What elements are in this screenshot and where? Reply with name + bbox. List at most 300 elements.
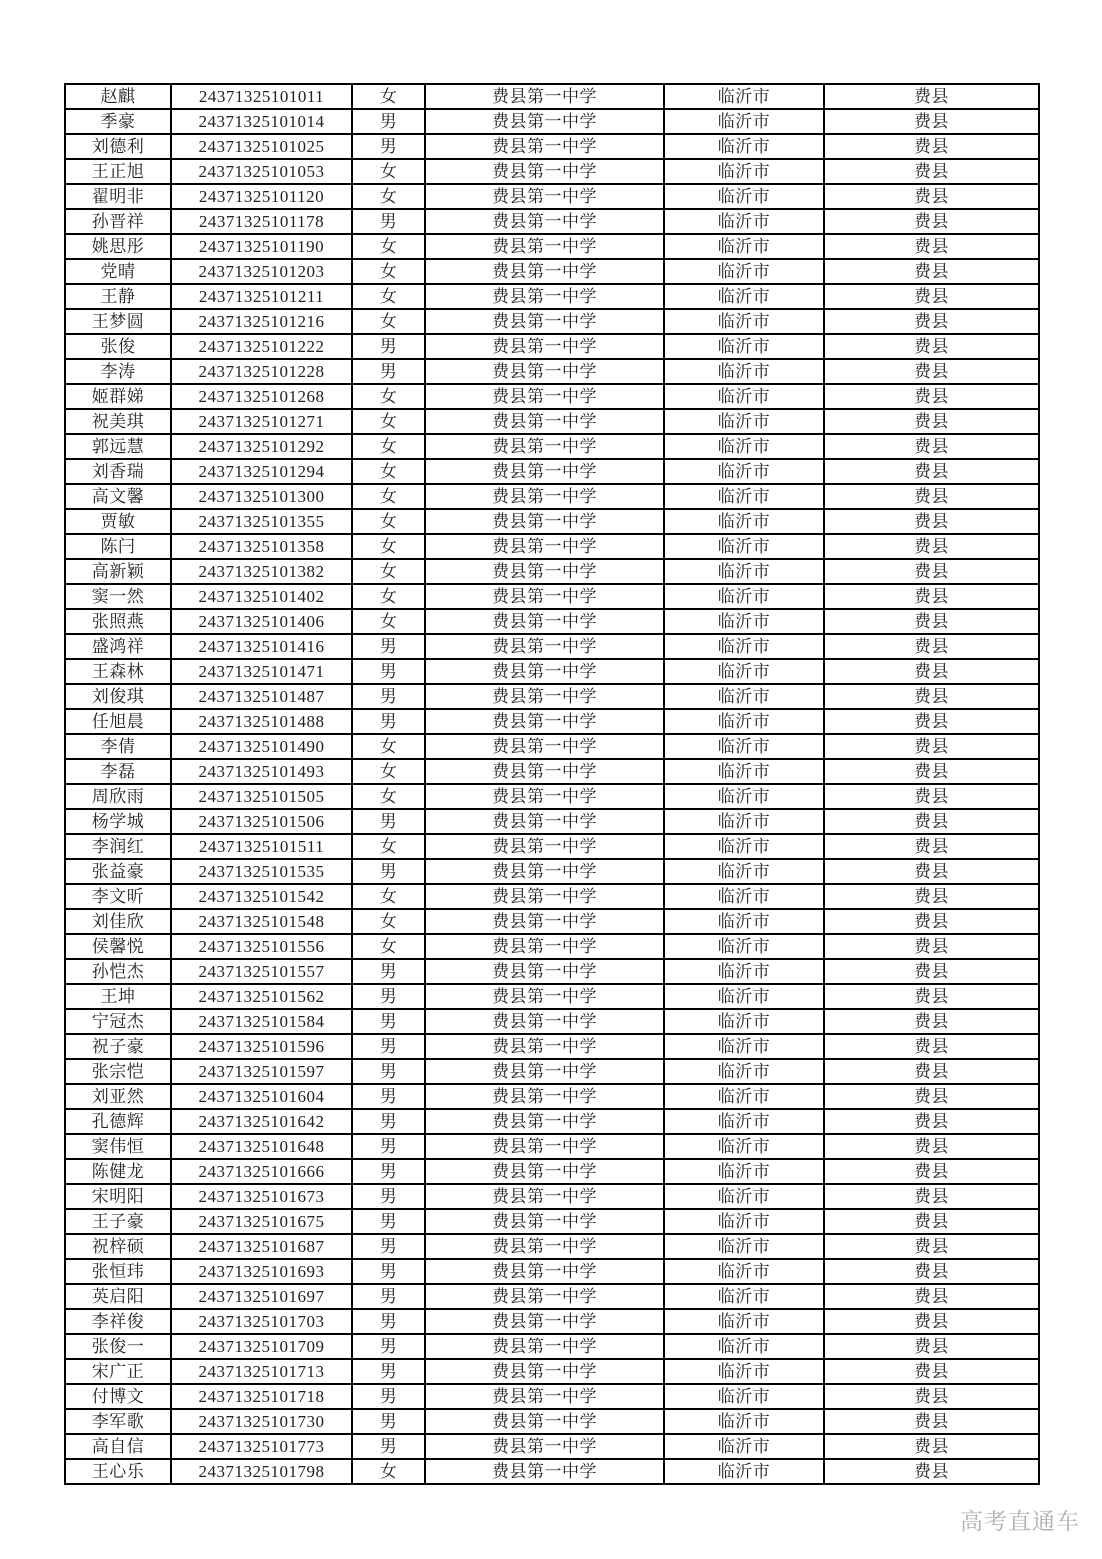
city-cell: 临沂市 [664, 134, 824, 159]
county-cell: 费县 [824, 484, 1039, 509]
exam-id-cell: 24371325101506 [171, 809, 352, 834]
county-cell: 费县 [824, 659, 1039, 684]
gender-cell: 女 [352, 409, 425, 434]
school-cell: 费县第一中学 [425, 1034, 664, 1059]
exam-id-cell: 24371325101490 [171, 734, 352, 759]
student-name-cell: 宋明阳 [65, 1184, 171, 1209]
table-row [65, 634, 1039, 659]
table-row [65, 1284, 1039, 1309]
table-row [65, 359, 1039, 384]
county-cell: 费县 [824, 1359, 1039, 1384]
exam-id-cell: 24371325101505 [171, 784, 352, 809]
county-cell: 费县 [824, 959, 1039, 984]
exam-id-cell: 24371325101025 [171, 134, 352, 159]
gender-cell: 男 [352, 1309, 425, 1334]
city-cell: 临沂市 [664, 634, 824, 659]
exam-id-cell: 24371325101604 [171, 1084, 352, 1109]
city-cell: 临沂市 [664, 1409, 824, 1434]
school-cell: 费县第一中学 [425, 1134, 664, 1159]
student-name-cell: 王森林 [65, 659, 171, 684]
school-cell: 费县第一中学 [425, 284, 664, 309]
county-cell: 费县 [824, 259, 1039, 284]
table-row [65, 959, 1039, 984]
gender-cell: 男 [352, 1009, 425, 1034]
city-cell: 临沂市 [664, 834, 824, 859]
school-cell: 费县第一中学 [425, 1159, 664, 1184]
city-cell: 临沂市 [664, 959, 824, 984]
table-row [65, 259, 1039, 284]
city-cell: 临沂市 [664, 1084, 824, 1109]
county-cell: 费县 [824, 884, 1039, 909]
school-cell: 费县第一中学 [425, 584, 664, 609]
table-row [65, 1359, 1039, 1384]
city-cell: 临沂市 [664, 1359, 824, 1384]
county-cell: 费县 [824, 409, 1039, 434]
city-cell: 临沂市 [664, 409, 824, 434]
gender-cell: 女 [352, 284, 425, 309]
school-cell: 费县第一中学 [425, 534, 664, 559]
table-row [65, 1159, 1039, 1184]
school-cell: 费县第一中学 [425, 1259, 664, 1284]
county-cell: 费县 [824, 1109, 1039, 1134]
gender-cell: 男 [352, 1259, 425, 1284]
city-cell: 临沂市 [664, 334, 824, 359]
student-name-cell: 姚思彤 [65, 234, 171, 259]
gender-cell: 男 [352, 1359, 425, 1384]
table-row [65, 1384, 1039, 1409]
student-name-cell: 窦一然 [65, 584, 171, 609]
student-name-cell: 周欣雨 [65, 784, 171, 809]
county-cell: 费县 [824, 1034, 1039, 1059]
school-cell: 费县第一中学 [425, 1334, 664, 1359]
gender-cell: 女 [352, 84, 425, 109]
table-row [65, 709, 1039, 734]
table-row [65, 934, 1039, 959]
school-cell: 费县第一中学 [425, 409, 664, 434]
county-cell: 费县 [824, 509, 1039, 534]
gender-cell: 男 [352, 1109, 425, 1134]
city-cell: 临沂市 [664, 184, 824, 209]
school-cell: 费县第一中学 [425, 559, 664, 584]
gender-cell: 女 [352, 484, 425, 509]
table-row [65, 84, 1039, 109]
gender-cell: 女 [352, 534, 425, 559]
city-cell: 临沂市 [664, 309, 824, 334]
county-cell: 费县 [824, 159, 1039, 184]
school-cell: 费县第一中学 [425, 709, 664, 734]
county-cell: 费县 [824, 834, 1039, 859]
student-name-cell: 任旭晨 [65, 709, 171, 734]
city-cell: 临沂市 [664, 359, 824, 384]
school-cell: 费县第一中学 [425, 259, 664, 284]
exam-id-cell: 24371325101718 [171, 1384, 352, 1409]
school-cell: 费县第一中学 [425, 1234, 664, 1259]
school-cell: 费县第一中学 [425, 1009, 664, 1034]
exam-id-cell: 24371325101648 [171, 1134, 352, 1159]
school-cell: 费县第一中学 [425, 1309, 664, 1334]
school-cell: 费县第一中学 [425, 884, 664, 909]
exam-id-cell: 24371325101203 [171, 259, 352, 284]
county-cell: 费县 [824, 609, 1039, 634]
gender-cell: 男 [352, 1384, 425, 1409]
exam-id-cell: 24371325101596 [171, 1034, 352, 1059]
watermark-text: 高考直通车 [960, 1509, 1080, 1534]
school-cell: 费县第一中学 [425, 434, 664, 459]
student-name-cell: 盛鸿祥 [65, 634, 171, 659]
student-name-cell: 刘香瑞 [65, 459, 171, 484]
school-cell: 费县第一中学 [425, 934, 664, 959]
city-cell: 临沂市 [664, 484, 824, 509]
exam-id-cell: 24371325101798 [171, 1459, 352, 1484]
table-row [65, 1009, 1039, 1034]
city-cell: 临沂市 [664, 759, 824, 784]
city-cell: 临沂市 [664, 934, 824, 959]
county-cell: 费县 [824, 384, 1039, 409]
city-cell: 临沂市 [664, 884, 824, 909]
school-cell: 费县第一中学 [425, 684, 664, 709]
gender-cell: 女 [352, 309, 425, 334]
county-cell: 费县 [824, 1059, 1039, 1084]
gender-cell: 男 [352, 109, 425, 134]
school-cell: 费县第一中学 [425, 134, 664, 159]
student-name-cell: 祝子豪 [65, 1034, 171, 1059]
student-name-cell: 李磊 [65, 759, 171, 784]
school-cell: 费县第一中学 [425, 1284, 664, 1309]
exam-id-cell: 24371325101011 [171, 84, 352, 109]
gender-cell: 女 [352, 934, 425, 959]
gender-cell: 女 [352, 834, 425, 859]
table-row [65, 309, 1039, 334]
table-row [65, 384, 1039, 409]
city-cell: 临沂市 [664, 109, 824, 134]
table-row [65, 1209, 1039, 1234]
student-name-cell: 王心乐 [65, 1459, 171, 1484]
table-row [65, 409, 1039, 434]
school-cell: 费县第一中学 [425, 1209, 664, 1234]
student-name-cell: 季豪 [65, 109, 171, 134]
table-row [65, 984, 1039, 1009]
county-cell: 费县 [824, 684, 1039, 709]
gender-cell: 女 [352, 559, 425, 584]
student-name-cell: 侯馨悦 [65, 934, 171, 959]
student-name-cell: 张俊一 [65, 1334, 171, 1359]
exam-id-cell: 24371325101178 [171, 209, 352, 234]
table-row [65, 609, 1039, 634]
school-cell: 费县第一中学 [425, 784, 664, 809]
student-name-cell: 刘德利 [65, 134, 171, 159]
city-cell: 临沂市 [664, 784, 824, 809]
table-row [65, 734, 1039, 759]
table-row [65, 459, 1039, 484]
gender-cell: 男 [352, 359, 425, 384]
school-cell: 费县第一中学 [425, 1059, 664, 1084]
student-name-cell: 王梦圆 [65, 309, 171, 334]
table-row [65, 484, 1039, 509]
school-cell: 费县第一中学 [425, 1434, 664, 1459]
county-cell: 费县 [824, 1459, 1039, 1484]
exam-id-cell: 24371325101416 [171, 634, 352, 659]
school-cell: 费县第一中学 [425, 909, 664, 934]
gender-cell: 女 [352, 1459, 425, 1484]
table-row [65, 509, 1039, 534]
table-row [65, 1309, 1039, 1334]
exam-id-cell: 24371325101222 [171, 334, 352, 359]
exam-id-cell: 24371325101300 [171, 484, 352, 509]
county-cell: 费县 [824, 1409, 1039, 1434]
table-row [65, 1084, 1039, 1109]
gender-cell: 女 [352, 909, 425, 934]
table-row [65, 1459, 1039, 1484]
exam-id-cell: 24371325101406 [171, 609, 352, 634]
student-name-cell: 刘俊琪 [65, 684, 171, 709]
table-row [65, 1409, 1039, 1434]
gender-cell: 女 [352, 584, 425, 609]
exam-id-cell: 24371325101471 [171, 659, 352, 684]
city-cell: 临沂市 [664, 984, 824, 1009]
exam-id-cell: 24371325101713 [171, 1359, 352, 1384]
school-cell: 费县第一中学 [425, 984, 664, 1009]
school-cell: 费县第一中学 [425, 1384, 664, 1409]
exam-id-cell: 24371325101703 [171, 1309, 352, 1334]
gender-cell: 男 [352, 809, 425, 834]
county-cell: 费县 [824, 1334, 1039, 1359]
school-cell: 费县第一中学 [425, 359, 664, 384]
school-cell: 费县第一中学 [425, 384, 664, 409]
city-cell: 临沂市 [664, 1284, 824, 1309]
student-name-cell: 孙晋祥 [65, 209, 171, 234]
gender-cell: 男 [352, 1184, 425, 1209]
county-cell: 费县 [824, 909, 1039, 934]
gender-cell: 女 [352, 184, 425, 209]
exam-id-cell: 24371325101562 [171, 984, 352, 1009]
table-row [65, 1184, 1039, 1209]
city-cell: 临沂市 [664, 1384, 824, 1409]
exam-id-cell: 24371325101556 [171, 934, 352, 959]
county-cell: 费县 [824, 334, 1039, 359]
school-cell: 费县第一中学 [425, 234, 664, 259]
county-cell: 费县 [824, 309, 1039, 334]
county-cell: 费县 [824, 809, 1039, 834]
exam-id-cell: 24371325101493 [171, 759, 352, 784]
gender-cell: 女 [352, 434, 425, 459]
student-name-cell: 杨学城 [65, 809, 171, 834]
exam-id-cell: 24371325101693 [171, 1259, 352, 1284]
student-name-cell: 陈闩 [65, 534, 171, 559]
county-cell: 费县 [824, 1284, 1039, 1309]
gender-cell: 女 [352, 459, 425, 484]
city-cell: 临沂市 [664, 159, 824, 184]
table-row [65, 759, 1039, 784]
student-name-cell: 赵麒 [65, 84, 171, 109]
city-cell: 临沂市 [664, 1009, 824, 1034]
student-name-cell: 刘佳欣 [65, 909, 171, 934]
exam-id-cell: 24371325101294 [171, 459, 352, 484]
city-cell: 临沂市 [664, 384, 824, 409]
student-roster-table [64, 83, 1040, 1485]
exam-id-cell: 24371325101382 [171, 559, 352, 584]
table-row [65, 1259, 1039, 1284]
table-row [65, 559, 1039, 584]
exam-id-cell: 24371325101584 [171, 1009, 352, 1034]
table-row [65, 159, 1039, 184]
exam-id-cell: 24371325101542 [171, 884, 352, 909]
gender-cell: 男 [352, 1284, 425, 1309]
exam-id-cell: 24371325101675 [171, 1209, 352, 1234]
table-row [65, 434, 1039, 459]
table-row [65, 134, 1039, 159]
city-cell: 临沂市 [664, 284, 824, 309]
gender-cell: 男 [352, 1209, 425, 1234]
exam-id-cell: 24371325101557 [171, 959, 352, 984]
exam-id-cell: 24371325101216 [171, 309, 352, 334]
county-cell: 费县 [824, 709, 1039, 734]
exam-id-cell: 24371325101687 [171, 1234, 352, 1259]
school-cell: 费县第一中学 [425, 309, 664, 334]
city-cell: 临沂市 [664, 534, 824, 559]
gender-cell: 男 [352, 1034, 425, 1059]
county-cell: 费县 [824, 1159, 1039, 1184]
student-name-cell: 英启阳 [65, 1284, 171, 1309]
exam-id-cell: 24371325101666 [171, 1159, 352, 1184]
county-cell: 费县 [824, 1434, 1039, 1459]
city-cell: 临沂市 [664, 1184, 824, 1209]
student-name-cell: 李军歌 [65, 1409, 171, 1434]
exam-id-cell: 24371325101271 [171, 409, 352, 434]
gender-cell: 男 [352, 209, 425, 234]
gender-cell: 男 [352, 984, 425, 1009]
exam-id-cell: 24371325101730 [171, 1409, 352, 1434]
city-cell: 临沂市 [664, 684, 824, 709]
exam-id-cell: 24371325101511 [171, 834, 352, 859]
county-cell: 费县 [824, 734, 1039, 759]
county-cell: 费县 [824, 284, 1039, 309]
school-cell: 费县第一中学 [425, 1184, 664, 1209]
county-cell: 费县 [824, 234, 1039, 259]
student-name-cell: 李文昕 [65, 884, 171, 909]
city-cell: 临沂市 [664, 1309, 824, 1334]
table-row [65, 834, 1039, 859]
city-cell: 临沂市 [664, 1459, 824, 1484]
county-cell: 费县 [824, 1309, 1039, 1334]
gender-cell: 男 [352, 134, 425, 159]
student-name-cell: 李祥俊 [65, 1309, 171, 1334]
gender-cell: 女 [352, 609, 425, 634]
exam-id-cell: 24371325101355 [171, 509, 352, 534]
school-cell: 费县第一中学 [425, 484, 664, 509]
school-cell: 费县第一中学 [425, 959, 664, 984]
student-name-cell: 窦伟恒 [65, 1134, 171, 1159]
table-row [65, 184, 1039, 209]
school-cell: 费县第一中学 [425, 84, 664, 109]
city-cell: 临沂市 [664, 559, 824, 584]
gender-cell: 男 [352, 659, 425, 684]
exam-id-cell: 24371325101292 [171, 434, 352, 459]
gender-cell: 女 [352, 884, 425, 909]
gender-cell: 男 [352, 1434, 425, 1459]
gender-cell: 男 [352, 1134, 425, 1159]
student-roster-body [65, 84, 1039, 1484]
student-name-cell: 祝美琪 [65, 409, 171, 434]
student-name-cell: 张俊 [65, 334, 171, 359]
school-cell: 费县第一中学 [425, 1409, 664, 1434]
county-cell: 费县 [824, 559, 1039, 584]
county-cell: 费县 [824, 134, 1039, 159]
city-cell: 临沂市 [664, 1259, 824, 1284]
exam-id-cell: 24371325101402 [171, 584, 352, 609]
city-cell: 临沂市 [664, 809, 824, 834]
table-row [65, 884, 1039, 909]
student-name-cell: 翟明非 [65, 184, 171, 209]
city-cell: 临沂市 [664, 459, 824, 484]
city-cell: 临沂市 [664, 859, 824, 884]
student-name-cell: 祝梓硕 [65, 1234, 171, 1259]
county-cell: 费县 [824, 459, 1039, 484]
county-cell: 费县 [824, 359, 1039, 384]
city-cell: 临沂市 [664, 1159, 824, 1184]
school-cell: 费县第一中学 [425, 159, 664, 184]
county-cell: 费县 [824, 859, 1039, 884]
gender-cell: 女 [352, 784, 425, 809]
gender-cell: 男 [352, 1159, 425, 1184]
exam-id-cell: 24371325101268 [171, 384, 352, 409]
table-row [65, 1059, 1039, 1084]
county-cell: 费县 [824, 1209, 1039, 1234]
exam-id-cell: 24371325101773 [171, 1434, 352, 1459]
table-row [65, 809, 1039, 834]
county-cell: 费县 [824, 759, 1039, 784]
county-cell: 费县 [824, 1134, 1039, 1159]
exam-id-cell: 24371325101211 [171, 284, 352, 309]
school-cell: 费县第一中学 [425, 834, 664, 859]
student-name-cell: 贾敏 [65, 509, 171, 534]
student-name-cell: 高自信 [65, 1434, 171, 1459]
gender-cell: 男 [352, 1334, 425, 1359]
city-cell: 临沂市 [664, 434, 824, 459]
table-row [65, 209, 1039, 234]
school-cell: 费县第一中学 [425, 1084, 664, 1109]
school-cell: 费县第一中学 [425, 1459, 664, 1484]
city-cell: 临沂市 [664, 259, 824, 284]
school-cell: 费县第一中学 [425, 334, 664, 359]
table-row [65, 859, 1039, 884]
table-row [65, 684, 1039, 709]
school-cell: 费县第一中学 [425, 509, 664, 534]
city-cell: 临沂市 [664, 1434, 824, 1459]
student-name-cell: 王子豪 [65, 1209, 171, 1234]
table-row [65, 1034, 1039, 1059]
student-name-cell: 李涛 [65, 359, 171, 384]
exam-id-cell: 24371325101228 [171, 359, 352, 384]
student-name-cell: 郭远慧 [65, 434, 171, 459]
exam-id-cell: 24371325101053 [171, 159, 352, 184]
county-cell: 费县 [824, 1259, 1039, 1284]
school-cell: 费县第一中学 [425, 209, 664, 234]
table-row [65, 584, 1039, 609]
gender-cell: 男 [352, 1409, 425, 1434]
county-cell: 费县 [824, 634, 1039, 659]
exam-id-cell: 24371325101190 [171, 234, 352, 259]
exam-id-cell: 24371325101597 [171, 1059, 352, 1084]
school-cell: 费县第一中学 [425, 734, 664, 759]
table-row [65, 1234, 1039, 1259]
city-cell: 临沂市 [664, 909, 824, 934]
gender-cell: 女 [352, 734, 425, 759]
county-cell: 费县 [824, 209, 1039, 234]
city-cell: 临沂市 [664, 1334, 824, 1359]
student-name-cell: 李润红 [65, 834, 171, 859]
table-row [65, 1109, 1039, 1134]
gender-cell: 男 [352, 1084, 425, 1109]
